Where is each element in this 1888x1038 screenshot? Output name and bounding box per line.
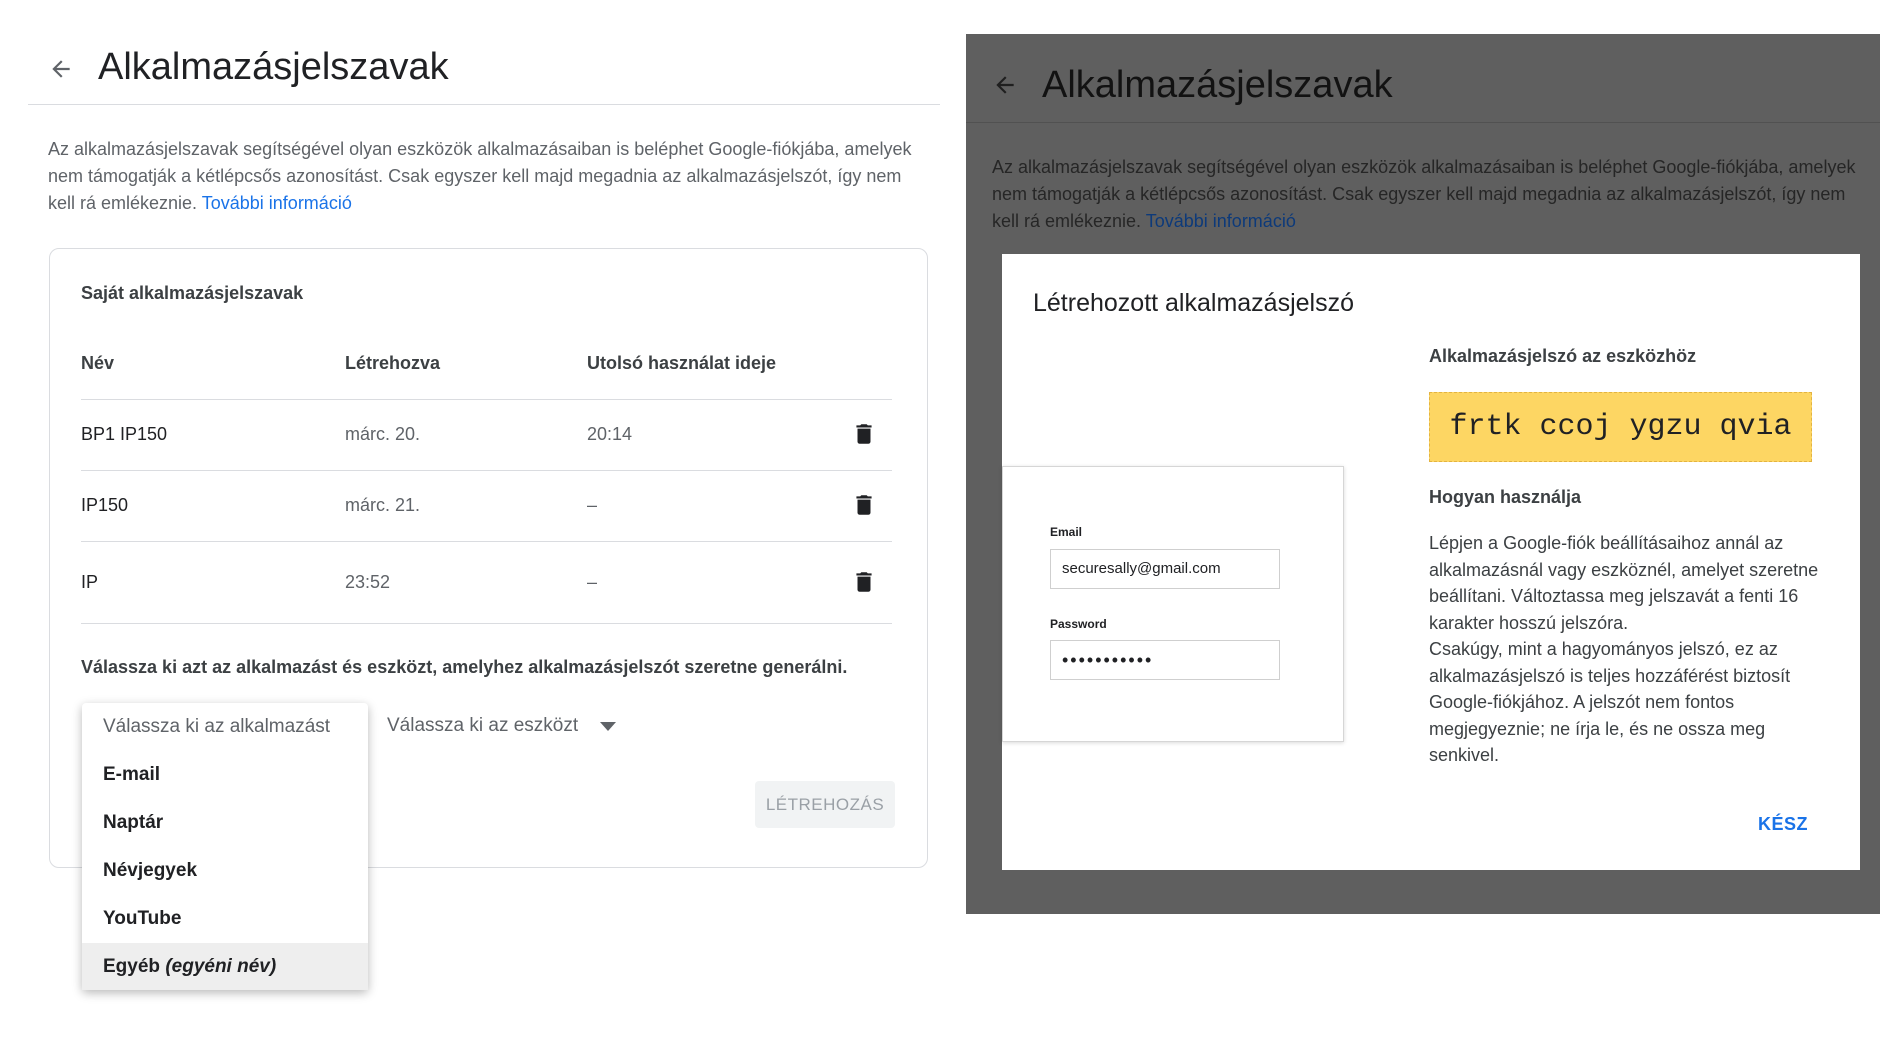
row-name: BP1 IP150 <box>81 424 168 444</box>
table-row <box>81 399 892 470</box>
dropdown-option-other[interactable] <box>82 943 368 990</box>
learn-more-link[interactable]: További információ <box>201 193 352 213</box>
page-description <box>48 136 918 217</box>
row-name: IP150 <box>81 495 129 515</box>
generated-password-dialog <box>1002 254 1860 870</box>
row-last-used: – <box>587 572 598 592</box>
how-to-text-part1: Lépjen a Google-fiók beállításaihoz annál az alkalmazásnál vagy eszköznél, amelyet szeretne beállítani. Változtassa meg jelszavát a fenti 16 karakter hosszú jelszóra. <box>1429 533 1819 633</box>
description-text: Az alkalmazásjelszavak segítségével olyan eszközök alkalmazásaiban is beléphet Google-fiókjába, amelyek nem támogatják a kétlépcsős azonosítást. Csak egyszer kell majd megadnia az alkalmazásjelszót, így nem kell rá emlékeznie. <box>992 157 1856 231</box>
how-to-text-part2: Csakúgy, mint a hagyományos jelszó, ez az alkalmazásjelszó is teljes hozzáférést biztosít Google-fiókjához. A jelszót nem fontos megjegyeznie; ne írja le, és ne ossza meg senkivel. <box>1429 639 1791 765</box>
page-header <box>28 40 940 105</box>
email-field: securesally@gmail.com <box>1050 549 1280 589</box>
page-title: Alkalmazásjelszavak <box>1042 64 1393 106</box>
how-to-heading: Hogyan használja <box>1429 487 1582 507</box>
page-description <box>992 154 1872 235</box>
column-header-name: Név <box>81 353 115 373</box>
row-name: IP <box>81 572 99 592</box>
other-hint: (egyéni név) <box>165 956 277 977</box>
back-arrow-icon <box>992 72 1018 98</box>
column-header-created: Létrehozva <box>345 353 441 373</box>
password-field: ••••••••••• <box>1050 640 1280 680</box>
delete-trash-icon[interactable] <box>851 420 877 448</box>
dropdown-option-email[interactable]: E-mail <box>103 764 161 785</box>
dialog-title: Létrehozott alkalmazásjelszó <box>1033 289 1354 317</box>
password-heading: Alkalmazásjelszó az eszközhöz <box>1429 346 1697 366</box>
page-header-dimmed <box>966 34 1880 123</box>
dropdown-option-calendar[interactable]: Naptár <box>103 812 164 833</box>
done-button[interactable]: KÉSZ <box>1758 814 1809 834</box>
login-form-illustration <box>1002 466 1344 742</box>
learn-more-link: További információ <box>1145 211 1296 231</box>
delete-trash-icon[interactable] <box>851 568 877 596</box>
page-title: Alkalmazásjelszavak <box>98 46 449 88</box>
row-created: 23:52 <box>345 572 391 592</box>
password-label: Password <box>1050 617 1107 631</box>
card-title: Saját alkalmazásjelszavak <box>81 283 304 303</box>
row-last-used: 20:14 <box>587 424 633 444</box>
row-created: márc. 20. <box>345 424 421 444</box>
dropdown-option-contacts[interactable]: Névjegyek <box>103 860 198 881</box>
generated-password[interactable]: frtk ccoj ygzu qvia <box>1429 392 1812 462</box>
table-row <box>81 541 892 624</box>
generate-prompt: Válassza ki azt az alkalmazást és eszközt, amelyhez alkalmazásjelszót szeretne generálni. <box>81 657 848 677</box>
device-select[interactable]: Válassza ki az eszközt <box>387 715 579 736</box>
dropdown-placeholder[interactable]: Válassza ki az alkalmazást <box>103 716 331 737</box>
row-created: márc. 21. <box>345 495 421 515</box>
dropdown-caret-icon[interactable] <box>600 722 616 732</box>
app-select-dropdown[interactable] <box>82 703 368 990</box>
how-to-text <box>1429 530 1821 769</box>
dropdown-option-youtube[interactable]: YouTube <box>103 908 182 929</box>
column-header-last-used: Utolsó használat ideje <box>587 353 777 373</box>
table-divider <box>81 623 892 624</box>
email-label: Email <box>1050 525 1083 539</box>
create-button[interactable]: LÉTREHOZÁS <box>755 781 895 828</box>
row-last-used: – <box>587 495 598 515</box>
delete-trash-icon[interactable] <box>851 491 877 519</box>
other-label: Egyéb <box>103 956 161 977</box>
generated-password-screen <box>966 34 1880 914</box>
table-row <box>81 470 892 541</box>
description-text: Az alkalmazásjelszavak segítségével olyan eszközök alkalmazásaiban is beléphet Google-fiókjába, amelyek nem támogatják a kétlépcsős azonosítást. Csak egyszer kell majd megadnia az alkalmazásjelszót, így nem kell rá emlékeznie. <box>48 139 912 213</box>
back-arrow-icon[interactable] <box>48 56 74 82</box>
